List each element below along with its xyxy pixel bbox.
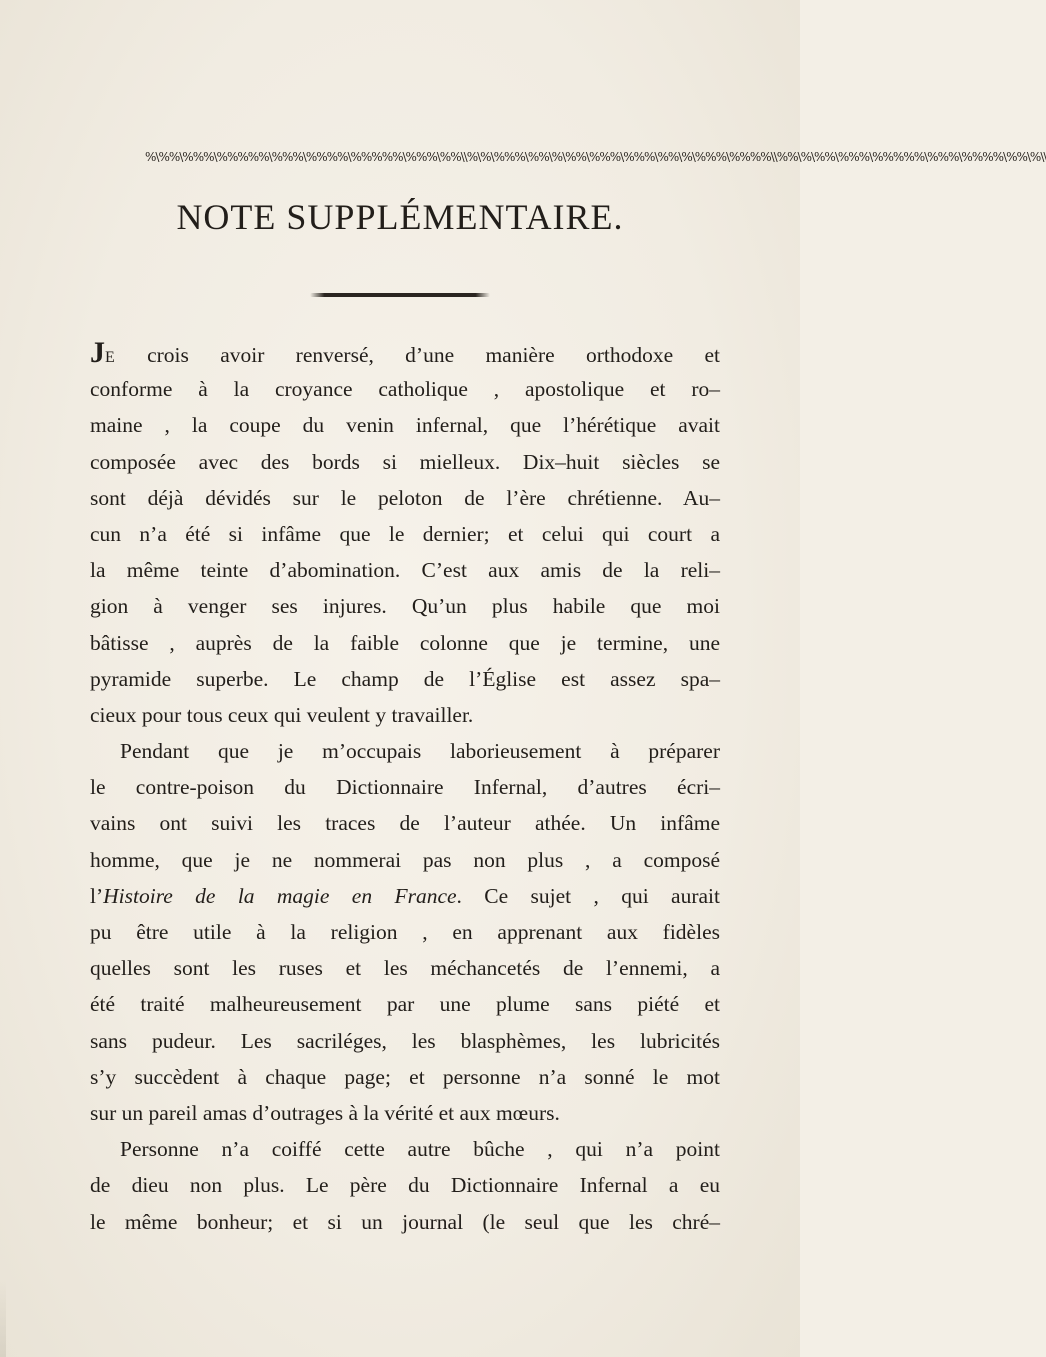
- page-title: NOTE SUPPLÉMENTAIRE.: [176, 197, 624, 237]
- paragraph-line: le contre-poison du Dictionnaire Infernal, d’autres écri–: [90, 775, 720, 800]
- paragraph-line: homme, que je ne nommerai pas non plus , a composé: [90, 847, 720, 872]
- paragraph-line: pu être utile à la religion , en apprenant aux fidèles: [90, 920, 720, 944]
- paragraph-line: la même teinte d’abomination. C’est aux amis de la reli–: [90, 558, 720, 583]
- paragraph-line: s’y succèdent à chaque page; et personne n’a sonné le mot: [90, 1064, 720, 1089]
- line-text: crois avoir renversé, d’une manière orthodoxe et: [115, 343, 720, 367]
- small-cap: E: [105, 349, 116, 366]
- paragraph-line: gion à venger ses injures. Qu’un plus habile que moi: [90, 594, 720, 619]
- body-text: [90, 335, 720, 1240]
- paragraph-line: cieux pour tous ceux qui veulent y travailler.: [90, 702, 474, 727]
- paragraph-line: Pendant que je m’occupais laborieusement à préparer: [120, 739, 720, 764]
- paragraph-line: quelles sont les ruses et les méchancetés de l’ennemi, a: [90, 956, 720, 981]
- header-ornament: %\%%\%%%\%%%%%\%%%\%%%%\%%%%%\%%%\%%\\%\%\%%%\%%\%\%%\%%%\%%%\%%\%\%%%\%%%%\\%%\%\%%\%%%\%%%%%\%%%\%%%%\%%\%\\: [145, 150, 1046, 164]
- paragraph-line: été traité malheureusement par une plume sans piété et: [90, 992, 720, 1017]
- paragraph-line: pyramide superbe. Le champ de l’Église est assez spa–: [90, 666, 720, 691]
- page-edge-shadow: [0, 1280, 6, 1357]
- paragraph-line: cun n’a été si infâme que le dernier; et celui qui court a: [90, 521, 720, 546]
- paragraph-line: sur un pareil amas d’outrages à la vérité et aux mœurs.: [90, 1100, 560, 1125]
- paragraph-line: composée avec des bords si mielleux. Dix–huit siècles se: [90, 449, 720, 474]
- paragraph-line: conforme à la croyance catholique , apostolique et ro–: [90, 377, 720, 402]
- paragraph-line: [90, 335, 720, 371]
- paragraph-line: le même bonheur; et si un journal (le seul que les chré–: [90, 1209, 720, 1234]
- paragraph-line: sans pudeur. Les sacriléges, les blasphèmes, les lubricités: [90, 1028, 720, 1053]
- line-text: . Ce sujet , qui aurait: [456, 883, 720, 908]
- paragraph-line: maine , la coupe du venin infernal, que l’hérétique avait: [90, 413, 720, 438]
- drop-cap: J: [90, 336, 105, 369]
- book-title-italic: Histoire de la magie en France: [103, 883, 457, 908]
- paragraph-line: Personne n’a coiffé cette autre bûche , qui n’a point: [120, 1137, 720, 1162]
- paragraph-line: [90, 878, 720, 914]
- line-text: l’: [90, 883, 104, 908]
- paragraph-line: vains ont suivi les traces de l’auteur athée. Un infâme: [90, 811, 720, 836]
- paragraph-line: bâtisse , auprès de la faible colonne que je termine, une: [90, 630, 720, 655]
- paragraph-line: sont déjà dévidés sur le peloton de l’ère chrétienne. Au–: [90, 485, 720, 510]
- paragraph-line: de dieu non plus. Le père du Dictionnaire Infernal a eu: [90, 1173, 720, 1198]
- title-rule-divider: [310, 293, 490, 297]
